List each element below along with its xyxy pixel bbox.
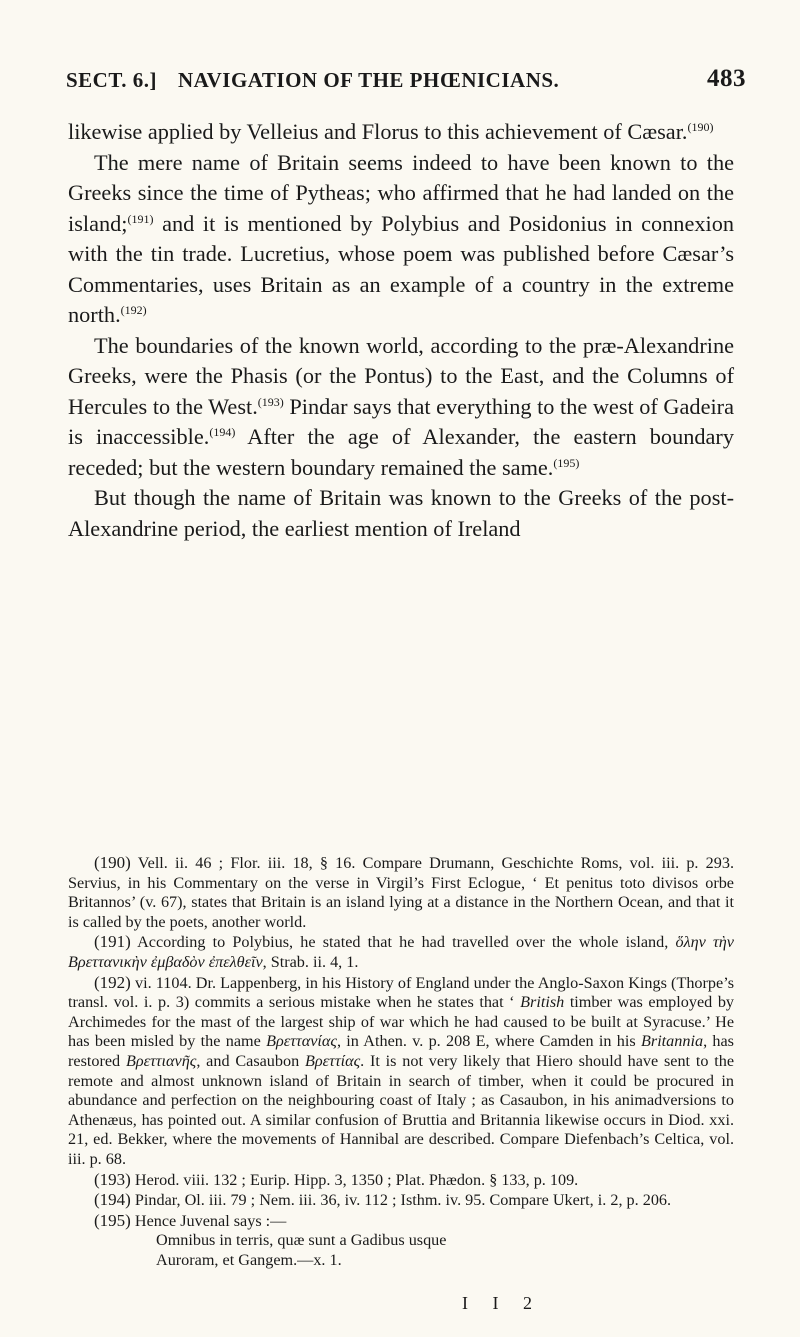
signature-mark: I I 2: [462, 1293, 542, 1313]
quote-line: Omnibus in terris, quæ sunt a Gadibus usque: [156, 1231, 447, 1250]
greek-text: Βρεττανίας: [266, 1032, 337, 1051]
running-title: NAVIGATION OF THE PHŒNICIANS.: [178, 68, 560, 92]
paragraph: The boundaries of the known world, according to the præ-Alexandrine Greeks, were the Phasis (or the Pontus) to the East, and the Columns of Hercules to the West.$^{(193)}$ Pindar says that everything to the west of Gadeira is inaccessible.$^{(194)}$ After the age of Alexander, the eastern boundary receded; but the western boundary remained the same.$^{(195)}$: [68, 332, 734, 480]
footnote-ref: (193): [257, 394, 284, 409]
footnote-ref: (194): [209, 425, 236, 439]
footnote-ref: (191): [127, 211, 154, 226]
greek-text: ὅλην τὴν Βρεττανικὴν ἐμβαδὸν ἐπελθεῖν: [68, 933, 734, 971]
footnote-195: (195) Hence Juvenal says :—: [94, 1210, 287, 1230]
quote-line: Auroram, et Gangem.—x. 1.: [156, 1250, 342, 1269]
footnote-191: (191) According to Polybius, he stated that he had travelled over the whole island, ὅλην τὴν Βρεττανικὴν ἐμβαδὸν ἐπελθεῖν, Strab. ii. 4, 1.: [68, 932, 734, 971]
paragraph: The mere name of Britain seems indeed to have been known to the Greeks since the time of Pytheas; who affirmed that he had landed on the island;$^{(191)}$ and it is mentioned by Polybius and Posidonius in connexion with the tin trade. Lucretius, whose poem was published before Cæsar’s Commentaries, uses Britain as an example of a country in the extreme north.$^{(192)}$: [68, 149, 734, 327]
footnote-ref: (195): [553, 455, 580, 470]
footnotes: [68, 853, 734, 1270]
footnote-190: (190) Vell. ii. 46 ; Flor. iii. 18, § 16. Compare Drumann, Geschichte Roms, vol. iii. p. 293. Servius, in his Commentary on the verse in Virgil’s First Eclogue, ‘ Et penitus toto divisos orbe Britannos’ (v. 67), states that Britain is an island lying at a distance in the Northern Ocean, and that it is called by the poets, another world.: [68, 853, 734, 931]
main-text: [68, 117, 734, 544]
greek-text: Βρεττιανῆς: [125, 1051, 197, 1070]
paragraph: likewise applied by Velleius and Florus to this achievement of Cæsar.$^{(190)}$: [68, 119, 714, 144]
footnote-192: (192) vi. 1104. Dr. Lappenberg, in his History of England under the Anglo-Saxon Kings (Thorpe’s transl. vol. i. p. 3) commits a serious mistake when he states that ‘ British timber was employed by Archimedes for the mast of the largest ship of war which he had caused to be built at Syracuse.’ He has been misled by the name Βρεττανίας, in Athen. v. p. 208 E, where Camden in his Britannia, has restored Βρεττιανῆς, and Casaubon Βρεττίας. It is not very likely that Hiero should have sent to the remote and almost unknown island of Britain in search of timber, when it could be procured in abundance and perfection on the neighbouring coast of Italy ; as Casaubon, in his animadversions to Athenæus, has pointed out. A similar confusion of Bruttia and Britannia likewise occurs in Diod. xxi. 21, ed. Bekker, where the movements of Hannibal are described. Compare Diefenbach’s Celtica, vol. iii. p. 68.: [68, 972, 735, 1168]
section-label: SECT. 6.]: [66, 68, 158, 92]
footnote-ref: (192): [120, 303, 147, 317]
paragraph: But though the name of Britain was known to the Greeks of the post-Alexandrine period, the earliest mention of Ireland: [68, 485, 734, 541]
footnote-193: (193) Herod. viii. 132 ; Eurip. Hipp. 3, 1350 ; Plat. Phædon. § 133, p. 109.: [94, 1169, 579, 1189]
footnote-ref: (190): [687, 120, 714, 134]
page-number: 483: [707, 65, 746, 92]
footnote-194: (194) Pindar, Ol. iii. 79 ; Nem. iii. 36, iv. 112 ; Isthm. iv. 95. Compare Ukert, i. 2, p. 206.: [94, 1190, 672, 1210]
greek-text: Βρεττίας: [304, 1051, 361, 1070]
